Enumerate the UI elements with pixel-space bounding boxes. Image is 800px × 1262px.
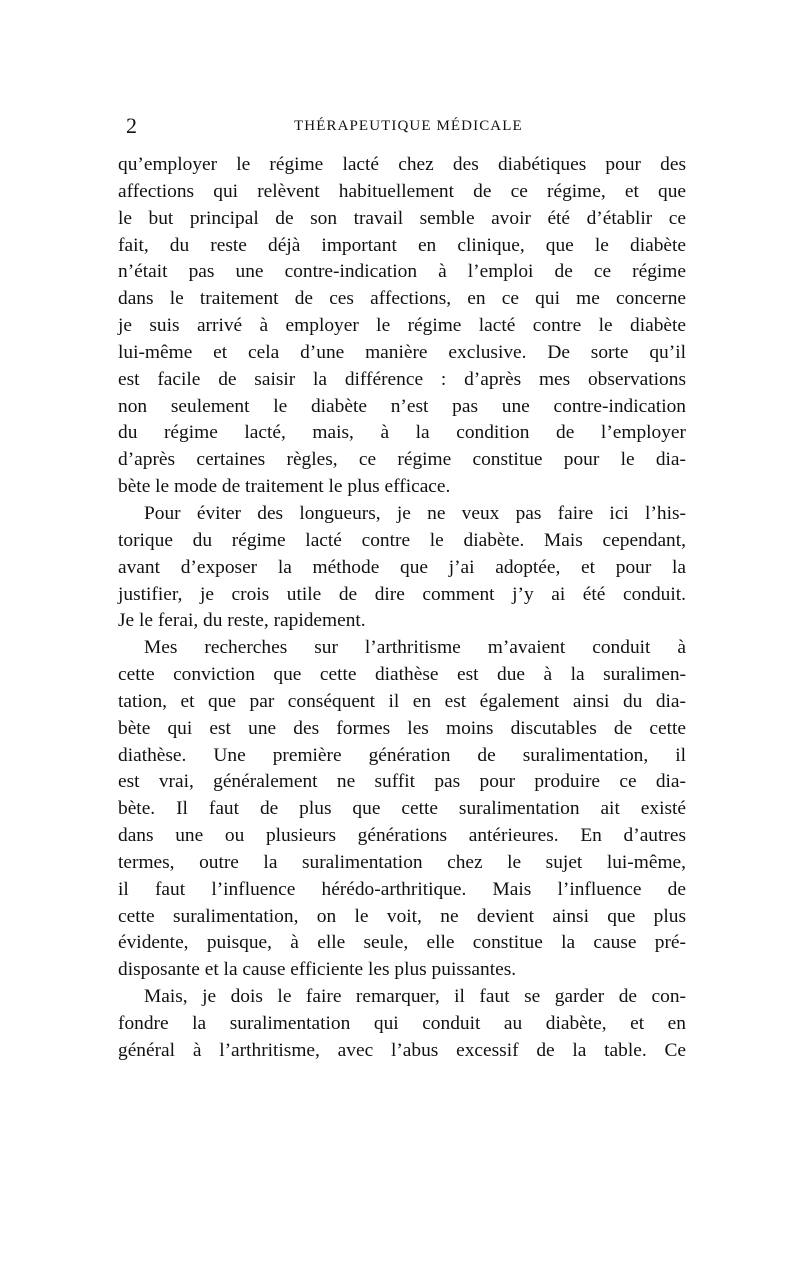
page-number: 2 xyxy=(126,113,137,138)
text-line: bète le mode de traitement le plus efficace. xyxy=(118,476,451,498)
text-line: justifier, je crois utile de dire comment j’y ai été conduit. xyxy=(118,583,686,605)
text-line: évidente, puisque, à elle seule, elle constitue la cause pré- xyxy=(118,932,686,954)
text-line: Mes recherches sur l’arthritisme m’avaient conduit à xyxy=(144,637,686,659)
text-line: dans une ou plusieurs générations antérieures. En d’autres xyxy=(118,825,686,847)
text-line: bète. Il faut de plus que cette suralimentation ait existé xyxy=(118,798,686,820)
text-line: je suis arrivé à employer le régime lacté contre le diabète xyxy=(118,315,686,337)
text-line: termes, outre la suralimentation chez le sujet lui-même, xyxy=(118,851,686,873)
text-line: d’après certaines règles, ce régime constitue pour le dia- xyxy=(118,449,686,471)
text-line: affections qui relèvent habituellement de ce régime, et que xyxy=(118,180,686,202)
text-line: avant d’exposer la méthode que j’ai adoptée, et pour la xyxy=(118,556,686,578)
text-line: lui-même et cela d’une manière exclusive. De sorte qu’il xyxy=(118,341,686,363)
text-line: dans le traitement de ces affections, en ce qui me concerne xyxy=(118,288,686,310)
text-line: général à l’arthritisme, avec l’abus excessif de la table. Ce xyxy=(118,1039,686,1061)
text-line: Pour éviter des longueurs, je ne veux pas faire ici l’his- xyxy=(144,502,686,524)
text-line: est facile de saisir la différence : d’après mes observations xyxy=(118,368,686,390)
text-line: fondre la suralimentation qui conduit au diabète, et en xyxy=(118,1013,686,1034)
text-line: cette suralimentation, on le voit, ne devient ainsi que plus xyxy=(118,905,686,927)
text-line: cette conviction que cette diathèse est due à la suralimen- xyxy=(118,664,686,686)
text-line: est vrai, généralement ne suffit pas pour produire ce dia- xyxy=(118,771,686,793)
text-line: disposante et la cause efficiente les plus puissantes. xyxy=(118,959,517,981)
text-line: le but principal de son travail semble avoir été d’établir ce xyxy=(118,207,686,229)
text-line: Je le ferai, du reste, rapidement. xyxy=(118,610,366,632)
running-title: THÉRAPEUTIQUE MÉDICALE xyxy=(294,118,523,134)
text-line: n’était pas une contre-indication à l’emploi de ce régime xyxy=(118,261,686,283)
text-line: torique du régime lacté contre le diabète. Mais cependant, xyxy=(118,529,686,551)
text-line: fait, du reste déjà important en clinique, que le diabète xyxy=(118,234,686,256)
text-line: bète qui est une des formes les moins discutables de cette xyxy=(118,717,686,739)
text-line: Mais, je dois le faire remarquer, il faut se garder de con- xyxy=(144,986,686,1008)
text-line: il faut l’influence hérédo-arthritique. Mais l’influence de xyxy=(118,878,686,900)
page-header xyxy=(126,112,686,140)
body-text xyxy=(118,152,686,1065)
text-line: du régime lacté, mais, à la condition de l’employer xyxy=(118,422,686,444)
text-line: qu’employer le régime lacté chez des diabétiques pour des xyxy=(118,154,686,175)
text-line: tation, et que par conséquent il en est également ainsi du dia- xyxy=(118,690,686,712)
text-line: non seulement le diabète n’est pas une contre-indication xyxy=(118,395,686,417)
text-line: diathèse. Une première génération de suralimentation, il xyxy=(118,744,686,766)
